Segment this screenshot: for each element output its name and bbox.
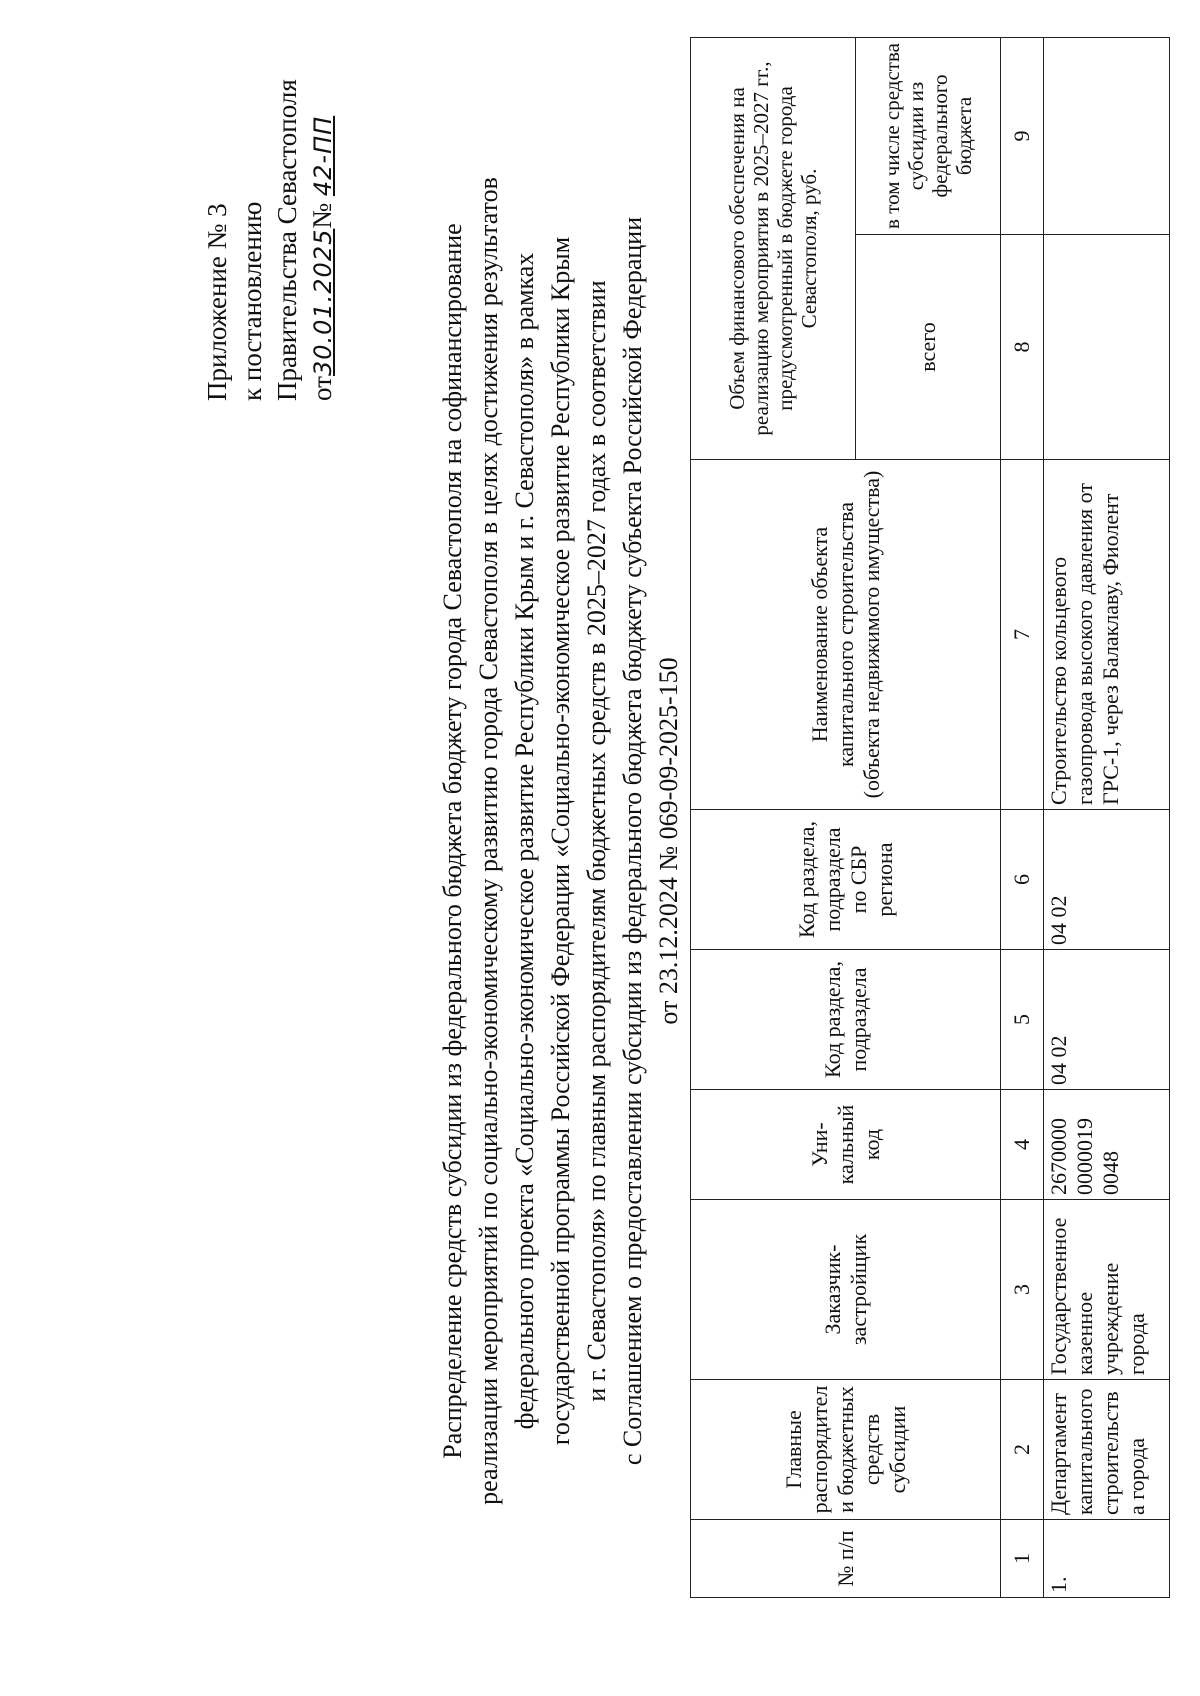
column-number: 7: [1001, 460, 1044, 810]
header-section-code: Код раздела, подраздела: [691, 950, 1001, 1090]
handwritten-number: 42-ПП: [309, 115, 337, 197]
title-line: государственной программы Российской Федерации «Социально-экономическое развитие Республики Крым: [546, 236, 575, 1446]
column-number: 9: [1001, 38, 1044, 235]
handwritten-date: 30.01.2025: [309, 228, 337, 377]
title-line: от 23.12.2024 № 069-09-2025-150: [654, 657, 683, 1025]
header-row: [691, 38, 856, 1598]
title-line: реализации мероприятий по социально-экономическому развитию города Севастополя в целях достижения результатов: [474, 177, 503, 1505]
approval-block: [200, 71, 341, 401]
column-number: 5: [1001, 950, 1044, 1090]
column-number: 3: [1001, 1200, 1044, 1380]
column-number: 4: [1001, 1090, 1044, 1200]
number-prefix: №: [307, 202, 337, 229]
column-number: 8: [1001, 235, 1044, 460]
header-financing-group: Объем финансового обеспечения на реализацию мероприятия в 2025–2027 гг., предусмотренный в бюджете города Севастополя, руб.: [691, 38, 856, 460]
distribution-table: [690, 37, 1170, 1598]
cell-customer: Государственное казенное учреждение города: [1044, 1200, 1170, 1380]
cell-num: 1.: [1044, 1520, 1170, 1598]
government-label: Правительства Севастополя: [272, 79, 302, 401]
title-line: и г. Севастополя» по главным распорядителям бюджетных средств в 2025–2027 годах в соответствии: [582, 280, 611, 1402]
cell-unique-code: 2670000 0000019 0048: [1044, 1090, 1170, 1200]
column-number: 2: [1001, 1380, 1044, 1520]
column-number: 1: [1001, 1520, 1044, 1598]
from-prefix: от: [307, 376, 337, 401]
document-title: [435, 176, 687, 1506]
column-numbers-row: [1001, 38, 1044, 1598]
header-object-name: Наименование объекта капитального строительства (объекта недвижимого имущества): [691, 460, 1001, 810]
date-number-line: [305, 71, 341, 401]
column-number: 6: [1001, 810, 1044, 950]
resolution-label: к постановлению: [237, 201, 267, 401]
appendix-label: Приложение № 3: [202, 203, 232, 401]
title-line: Распределение средств субсидии из федерального бюджета бюджету города Севастополя на софинансирование: [438, 223, 467, 1459]
header-unique-code: Уни-кальный код: [691, 1090, 1001, 1200]
title-line: с Соглашением о предоставлении субсидии из федерального бюджета бюджету субъекта Российской Федерации: [618, 216, 647, 1466]
header-section-sbr: Код раздела, подраздела по СБР региона: [691, 810, 1001, 950]
header-distributor: Главные распорядители бюджетных средств субсидии: [691, 1380, 1001, 1520]
cell-section-code: 04 02: [1044, 950, 1170, 1090]
header-federal: в том числе средства субсидии из федерального бюджета: [856, 38, 1001, 235]
cell-total: [1044, 235, 1170, 460]
header-total: всего: [856, 235, 1001, 460]
cell-section-sbr: 04 02: [1044, 810, 1170, 950]
cell-distributor: Департамент капитального строительства города: [1044, 1380, 1170, 1520]
table-row: [1044, 38, 1170, 1598]
cell-federal: [1044, 38, 1170, 235]
title-line: федерального проекта «Социально-экономическое развитие Республики Крым и г. Севастополя» в рамках: [510, 252, 539, 1430]
header-num: № п/п: [691, 1520, 1001, 1598]
cell-object-name: Строительство кольцевого газопровода высокого давления от ГРС-1, через Балаклаву, Фиолент: [1044, 460, 1170, 810]
header-customer: Заказчик-застройщик: [691, 1200, 1001, 1380]
